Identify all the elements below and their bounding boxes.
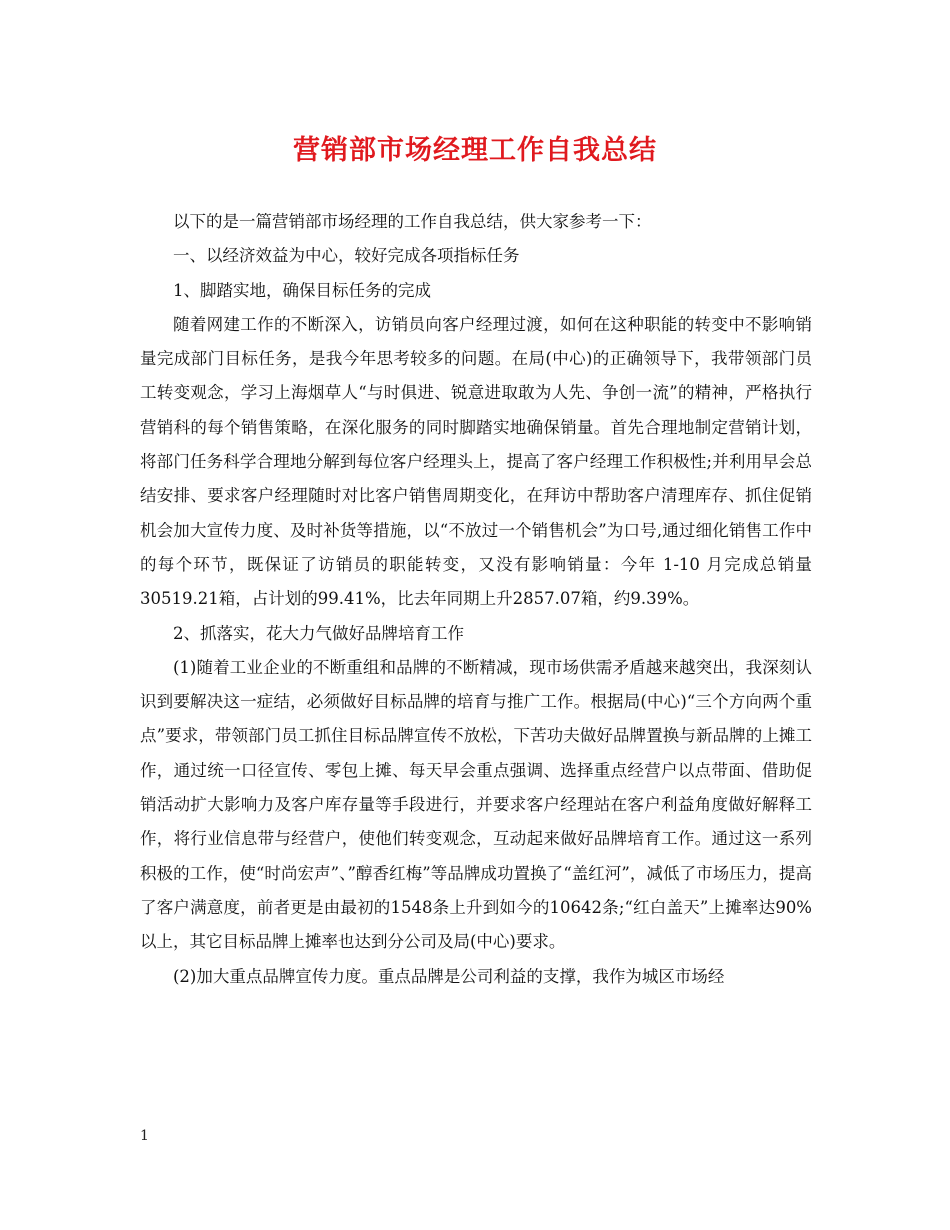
paragraph-intro: 以下的是一篇营销部市场经理的工作自我总结，供大家参考一下：: [173, 212, 652, 231]
section-heading-1: 一、以经济效益为中心，较好完成各项指标任务: [173, 246, 520, 266]
page-number: 1: [140, 1128, 149, 1144]
paragraph-key-brands: (2)加大重点品牌宣传力度。重点品牌是公司利益的支撑，我作为城区市场经: [173, 966, 725, 986]
page-title: 营销部市场经理工作自我总结: [293, 135, 657, 166]
document-body: [140, 205, 812, 994]
paragraph-brand-cultivation: (1)随着工业企业的不断重组和品牌的不断精减，现市场供需矛盾越来越突出，我深刻认识到要解决这一症结，必须做好目标品牌的培育与推广工作。根据局(中心)“三个方向两个重点”要求，带领部门员工抓住目标品牌宣传不放松，下苦功夫做好品牌置换与新品牌的上摊工作，通过统一口径宣传、零包上摊、每天早会重点强调、选择重点经营户以点带面、借助促销活动扩大影响力及客户库存量等手段进行，并要求客户经理站在客户利益角度做好解释工作，将行业信息带与经营户，使他们转变观念，互动起来做好品牌培育工作。通过这一系列积极的工作，使“时尚宏声”、”醇香红梅”等品牌成功置换了“盖红河”，减低了市场压力，提高了客户满意度，前者更是由最初的1548条上升到如今的10642条;“红白盖天”上摊率达90%以上，其它目标品牌上摊率也达到分公司及局(中心)要求。: [140, 657, 812, 952]
subsection-heading-1: 1、脚踏实地，确保目标任务的完成: [173, 280, 431, 300]
paragraph-sales: 随着网建工作的不断深入，访销员向客户经理过渡，如何在这种职能的转变中不影响销量完成部门目标任务，是我今年思考较多的问题。在局(中心)的正确领导下，我带领部门员工转变观念，学习上海烟草人“与时俱进、锐意进取敢为人先、争创一流”的精神，严格执行营销科的每个销售策略，在深化服务的同时脚踏实地确保销量。首先合理地制定营销计划，将部门任务科学合理地分解到每位客户经理头上，提高了客户经理工作积极性;并利用早会总结安排、要求客户经理随时对比客户销售周期变化，在拜访中帮助客户清理库存、抓住促销机会加大宣传力度、及时补货等措施，以“不放过一个销售机会”为口号,通过细化销售工作中的每个环节，既保证了访销员的职能转变，又没有影响销量：今年 1-10 月完成总销量30519.21箱，占计划的99.41%，比去年同期上升2857.07箱，约9.39%。: [140, 314, 812, 609]
subsection-heading-2: 2、抓落实，花大力气做好品牌培育工作: [173, 623, 464, 643]
